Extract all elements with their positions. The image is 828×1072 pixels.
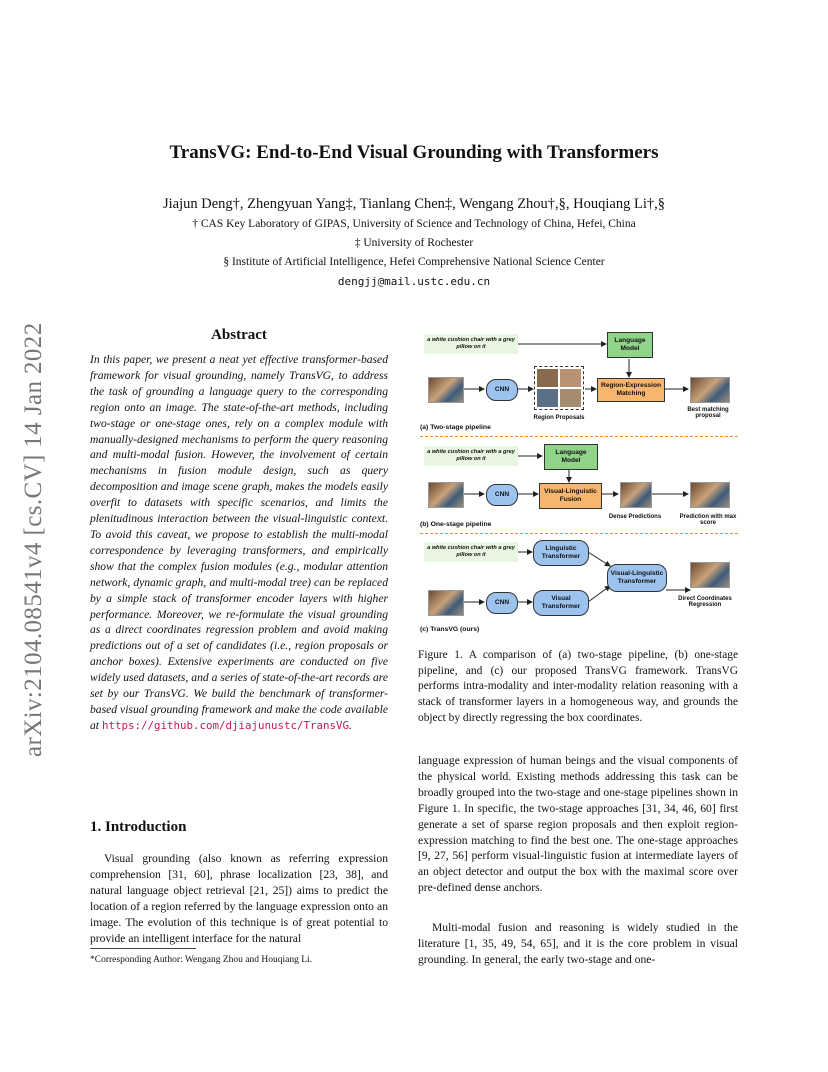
- visual-transformer: Visual Transformer: [533, 590, 589, 616]
- cnn-a: CNN: [486, 379, 518, 401]
- dense-predictions-label: Dense Predictions: [608, 514, 662, 520]
- region-expression-matching: Region-Expression Matching: [597, 378, 665, 402]
- pipeline-label-a: (a) Two-stage pipeline: [420, 424, 491, 431]
- coordinates-regression-label: Direct Coordinates Regression: [678, 596, 732, 608]
- cnn-c: CNN: [486, 592, 518, 614]
- author-list: Jiajun Deng†, Zhengyuan Yang‡, Tianlang Chen‡, Wengang Zhou†,§, Houqiang Li†,§: [163, 196, 665, 212]
- output-image-a: [690, 377, 730, 403]
- best-matching-label: Best matching proposal: [687, 407, 729, 419]
- intro-heading: 1. Introduction: [90, 819, 187, 835]
- affiliation-2: ‡ University of Rochester: [354, 237, 474, 249]
- abstract-end: .: [348, 718, 352, 732]
- figure-caption: Figure 1. A comparison of (a) two-stage pipeline, (b) one-stage pipeline, and (c) our proposed TransVG framework. TransVG performs intra-modality and inter-modality relation reasoning with a stack of transformer layers in a homogeneous way, and grounds the object by directly regressing the box coordinates.: [418, 649, 738, 724]
- query-text-a: a white cushion chair with a grey pillow on it: [424, 334, 518, 354]
- region-proposals-grid: [534, 366, 584, 410]
- code-link[interactable]: https://github.com/djiajunustc/TransVG: [101, 718, 349, 732]
- language-model-b: Language Model: [544, 444, 598, 470]
- footnote-rule: [90, 948, 196, 949]
- proposal-thumb: [560, 389, 581, 407]
- region-proposals-label: Region Proposals: [533, 415, 585, 421]
- affiliation-1: † CAS Key Laboratory of GIPAS, University of Science and Technology of China, Hefei, China: [192, 218, 636, 230]
- query-text-b: a white cushion chair with a grey pillow on it: [424, 446, 518, 466]
- dense-predictions-image: [620, 482, 652, 508]
- abstract-body: In this paper, we present a neat yet effective transformer-based framework for visual grounding, namely TransVG, to address the task of grounding a language query to the corresponding region onto an image. The state-of-the-art methods, including two-stage or one-stage ones, rely on a complex module with manually-designed mechanisms to perform the query reasoning and multi-modal fusion. However, the involvement of certain mechanisms in fusion module design, such as query decomposition and image scene graph, makes the models easily overfit to datasets with specific scenarios, and limits the plenitudinous interaction between the visual-linguistic context. To avoid this caveat, we propose to establish the multi-modal correspondence by leveraging transformers, and empirically show that the complex fusion modules (e.g., modular attention network, dynamic graph, and multi-modal tree) can be replaced by a simple stack of transformer encoder layers with higher performance. Moreover, we re-formulate the visual grounding as a direct coordinates regression problem and avoid making predictions out of a set of candidates (i.e., region proposals or anchor boxes). Extensive experiments are conducted on five widely used datasets, and a series of state-of-the-art records are set by our TransVG. We build the benchmark of transformer-based visual grounding framework and make the code available at: [90, 353, 388, 732]
- abstract-heading: Abstract: [211, 327, 267, 343]
- input-image-b: [428, 482, 464, 508]
- max-score-label: Prediction with max score: [679, 514, 737, 526]
- visual-linguistic-fusion: Visual-Linguistic Fusion: [539, 483, 602, 509]
- input-image-c: [428, 590, 464, 616]
- output-image-b: [690, 482, 730, 508]
- figure-1: [420, 330, 738, 640]
- proposal-thumb: [537, 369, 558, 387]
- pipeline-label-c: (c) TransVG (ours): [420, 626, 480, 633]
- output-image-c: [690, 562, 730, 588]
- arxiv-identifier: arXiv:2104.08541v4 [cs.CV] 14 Jan 2022: [20, 322, 47, 757]
- paper-title: TransVG: End-to-End Visual Grounding with Transformers: [169, 142, 659, 163]
- divider-bc: [420, 533, 738, 534]
- abstract-text: [90, 352, 388, 734]
- right-column-paragraph-2: Multi-modal fusion and reasoning is widely studied in the literature [1, 35, 49, 54, 65], and it is the core problem in visual grounding. In general, the early two-stage and one-: [418, 921, 738, 966]
- language-model-a: Language Model: [607, 332, 653, 358]
- linguistic-transformer: Linguistic Transformer: [533, 540, 589, 566]
- visual-linguistic-transformer: Visual-Linguistic Transformer: [607, 564, 667, 592]
- input-image-a: [428, 377, 464, 403]
- footnote: *Corresponding Author: Wengang Zhou and Houqiang Li.: [90, 955, 313, 965]
- proposal-thumb: [537, 389, 558, 407]
- query-text-c: a white cushion chair with a grey pillow on it: [424, 542, 518, 562]
- cnn-b: CNN: [486, 484, 518, 506]
- divider-ab: [420, 436, 738, 437]
- intro-paragraph: Visual grounding (also known as referring expression comprehension [31, 60], phrase localization [23, 38], and natural language object retrieval [21, 25]) aims to predict the location of a region referred by the language expression onto an image. The evolution of this technique is of great potential to provide an intelligent interface for the natural: [90, 852, 388, 945]
- affiliation-3: § Institute of Artificial Intelligence, Hefei Comprehensive National Science Center: [223, 256, 605, 268]
- proposal-thumb: [560, 369, 581, 387]
- pipeline-label-b: (b) One-stage pipeline: [420, 521, 492, 528]
- right-column-paragraph-1: language expression of human beings and the visual components of the physical world. Existing methods addressing this task can be broadly grouped into the two-stage and one-stage pipelines shown in Figure 1. In specific, the two-stage approaches [31, 34, 46, 60] first generate a set of sparse region proposals and then exploit region-expression matching to find the best one. The one-stage approaches [9, 27, 56] perform visual-linguistic fusion at intermediate layers of an object detector and output the box with the maximal score over pre-defined dense anchors.: [418, 754, 738, 895]
- contact-email: dengjj@mail.ustc.edu.cn: [337, 275, 491, 288]
